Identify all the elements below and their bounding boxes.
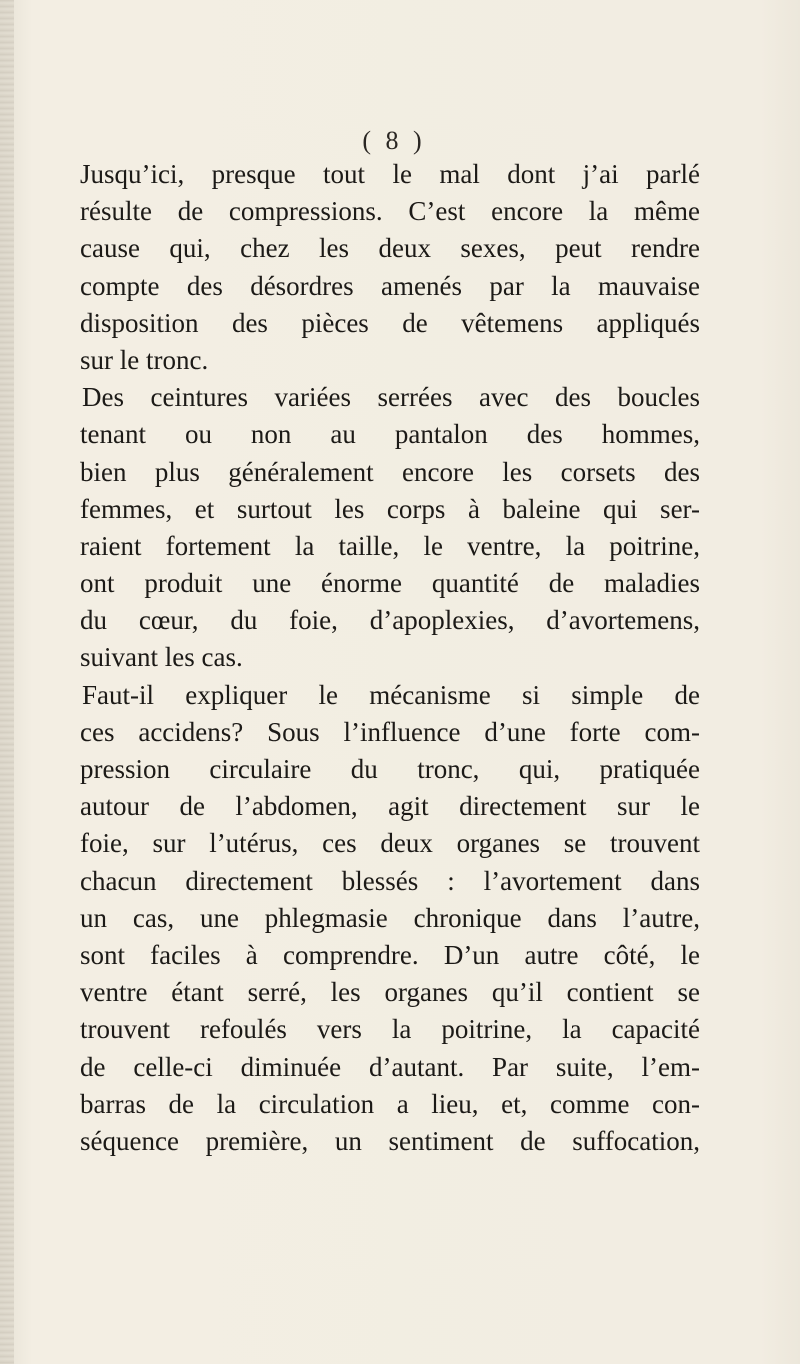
text-line: Des ceintures variées serrées avec des boucles — [82, 382, 700, 413]
text-line: suivant les cas. — [80, 642, 243, 673]
text-line: bien plus généralement encore les corsets des — [80, 456, 700, 487]
text-line: barras de la circulation a lieu, et, comme con- — [80, 1088, 700, 1119]
text-line: disposition des pièces de vêtemens appliqués — [80, 307, 700, 338]
text-line: de celle-ci diminuée d’autant. Par suite, l’em- — [80, 1051, 700, 1082]
text-line: résulte de compressions. C’est encore la même — [80, 196, 700, 227]
text-line: ont produit une énorme quantité de maladies — [80, 568, 700, 599]
text-line: trouvent refoulés vers la poitrine, la capacité — [80, 1014, 700, 1045]
text-line: Jusqu’ici, presque tout le mal dont j’ai parlé — [80, 159, 700, 189]
text-line: compte des désordres amenés par la mauvaise — [80, 270, 700, 301]
text-line: ces accidens? Sous l’influence d’une forte com- — [80, 716, 700, 747]
text-line: raient fortement la taille, le ventre, la poitrine, — [80, 530, 700, 561]
text-line: chacun directement blessés : l’avortement dans — [80, 865, 700, 896]
text-line: femmes, et surtout les corps à baleine qui ser- — [80, 493, 700, 524]
text-line: Faut-il expliquer le mécanisme si simple de — [82, 679, 700, 710]
text-line: ventre étant serré, les organes qu’il contient se — [80, 977, 700, 1008]
page-number-text: ( 8 ) — [362, 126, 426, 155]
text-line: séquence première, un sentiment de suffocation, — [80, 1125, 700, 1156]
text-line: autour de l’abdomen, agit directement sur le — [80, 791, 700, 822]
text-line: sont faciles à comprendre. D’un autre côté, le — [80, 939, 700, 970]
text-line: un cas, une phlegmasie chronique dans l’autre, — [80, 902, 700, 933]
text-line: du cœur, du foie, d’apoplexies, d’avortemens, — [80, 605, 700, 636]
page-number — [0, 126, 800, 156]
page-gutter — [0, 0, 14, 1364]
body-text — [80, 156, 700, 1160]
text-line: cause qui, chez les deux sexes, peut rendre — [80, 233, 700, 264]
text-line: foie, sur l’utérus, ces deux organes se trouvent — [80, 828, 700, 859]
text-line: pression circulaire du tronc, qui, pratiquée — [80, 754, 700, 784]
text-line: sur le tronc. — [80, 344, 209, 375]
text-line: tenant ou non au pantalon des hommes, — [80, 419, 700, 450]
